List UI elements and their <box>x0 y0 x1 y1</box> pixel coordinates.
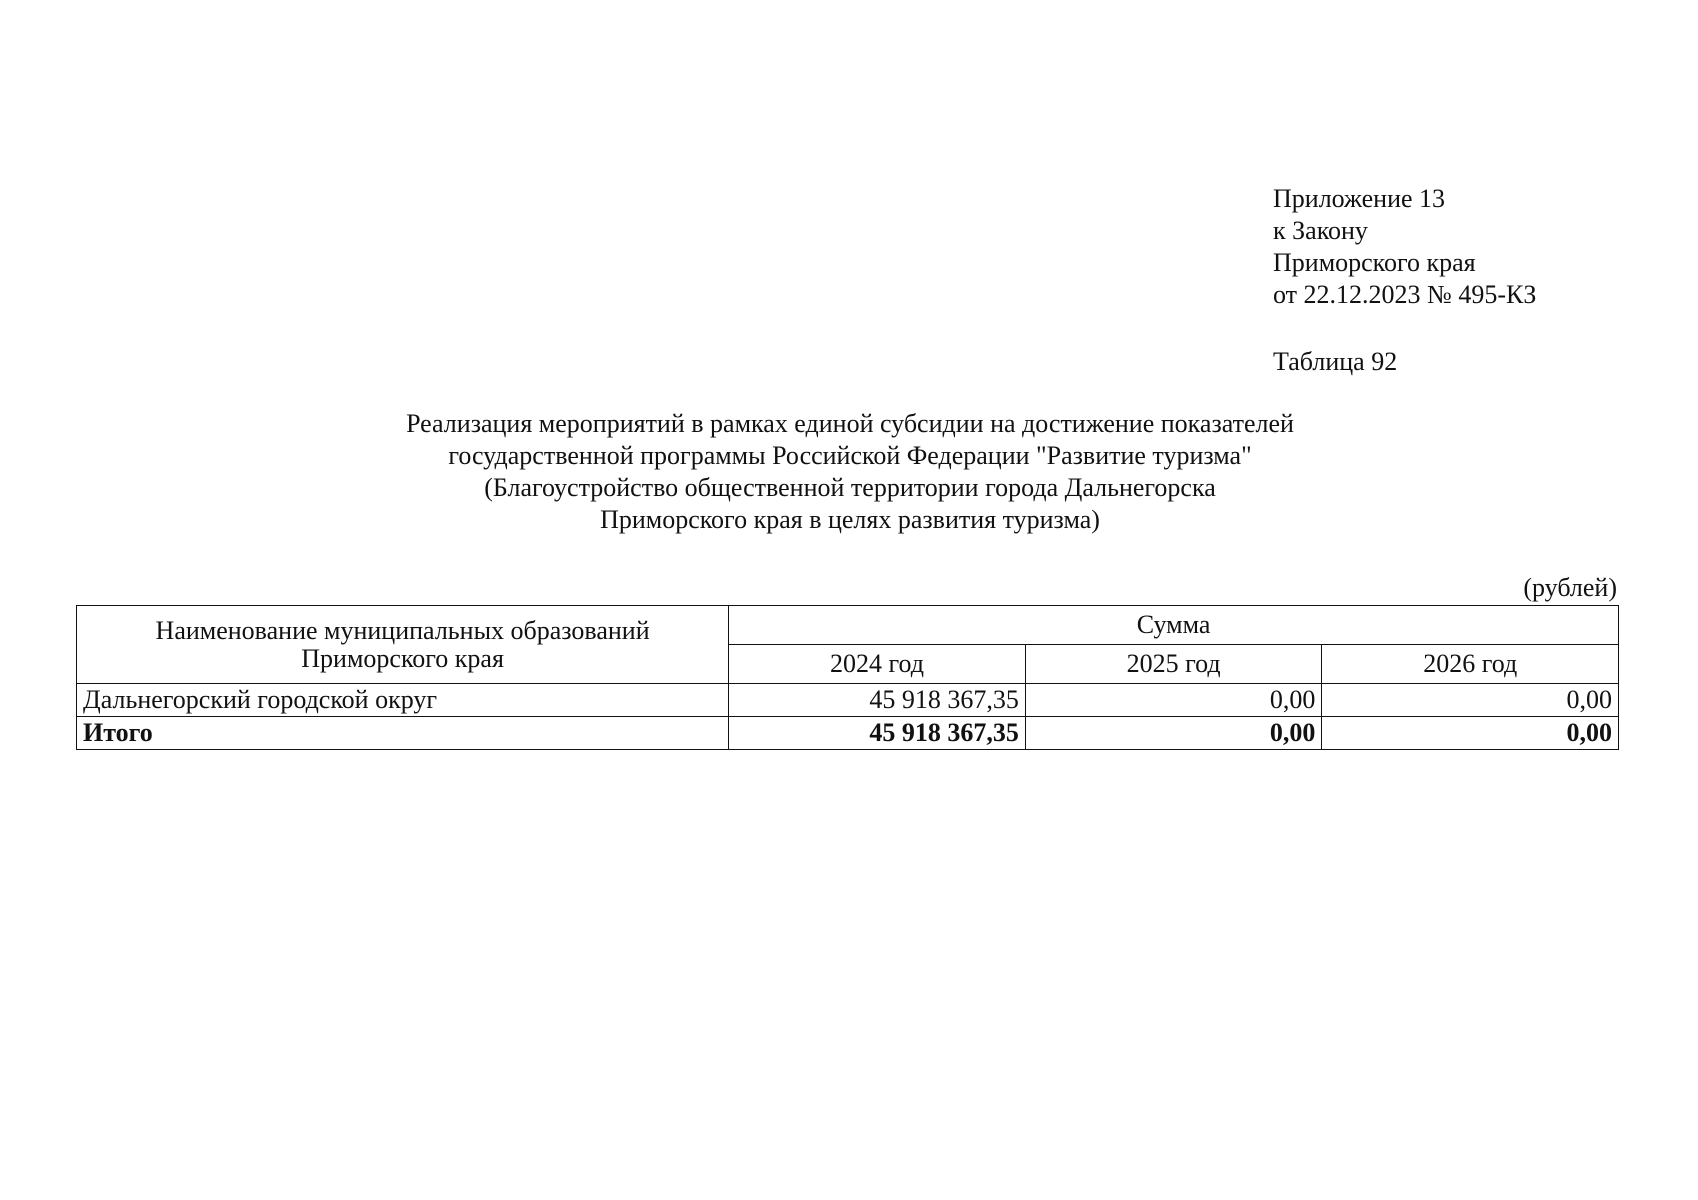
header-row <box>77 606 1619 645</box>
total-2024: 45 918 367,35 <box>729 717 1026 750</box>
document-title <box>300 408 1400 536</box>
header-year-2026: 2026 год <box>1322 645 1619 684</box>
appendix-reference <box>1273 183 1536 311</box>
title-line-4: Приморского края в целях развития туризма) <box>600 505 1100 534</box>
value-2026: 0,00 <box>1322 684 1619 717</box>
units-label: (рублей) <box>1523 573 1617 602</box>
total-label: Итого <box>77 717 729 750</box>
municipality-name: Дальнегорский городской округ <box>77 684 729 717</box>
appendix-line-2: к Закону <box>1273 216 1368 245</box>
title-line-2: государственной программы Российской Федерации "Развитие туризма" <box>448 441 1252 470</box>
title-line-1: Реализация мероприятий в рамках единой субсидии на достижение показателей <box>406 409 1294 438</box>
header-municipality: Наименование муниципальных образований Приморского края <box>77 606 729 684</box>
appendix-line-3: Приморского края <box>1273 248 1476 277</box>
table-number: Таблица 92 <box>1273 347 1398 376</box>
total-row <box>77 717 1619 750</box>
header-year-2024: 2024 год <box>729 645 1026 684</box>
appendix-line-1: Приложение 13 <box>1273 184 1446 213</box>
value-2024: 45 918 367,35 <box>729 684 1026 717</box>
total-2026: 0,00 <box>1322 717 1619 750</box>
header-year-2025: 2025 год <box>1025 645 1322 684</box>
appendix-line-4: от 22.12.2023 № 495-КЗ <box>1273 280 1537 309</box>
table-row <box>77 684 1619 717</box>
total-2025: 0,00 <box>1025 717 1322 750</box>
header-sum: Сумма <box>729 606 1619 645</box>
title-line-3: (Благоустройство общественной территории города Дальнегорска <box>484 473 1216 502</box>
value-2025: 0,00 <box>1025 684 1322 717</box>
subsidy-table <box>76 605 1619 750</box>
